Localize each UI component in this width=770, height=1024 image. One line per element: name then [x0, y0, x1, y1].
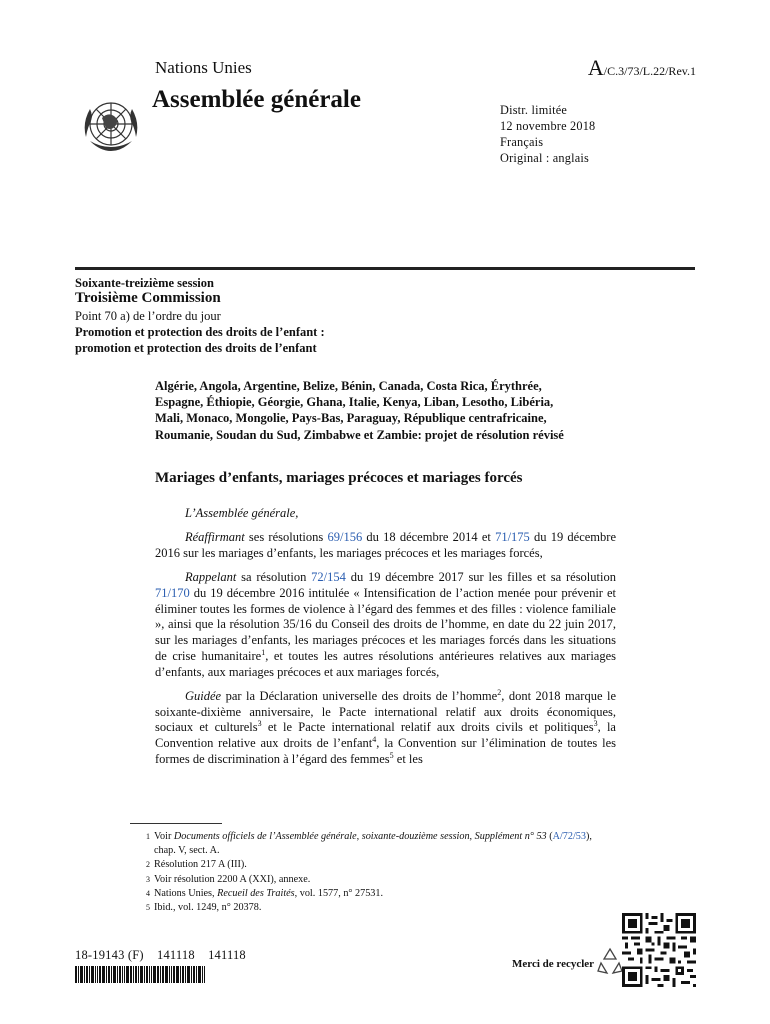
footnote-number: 2 — [146, 860, 150, 870]
text-span: Nations Unies, — [154, 887, 218, 899]
text-span: ses résolutions — [244, 530, 328, 545]
body-title: Assemblée générale — [152, 86, 361, 113]
resolution-text — [155, 506, 616, 776]
text-span: du 18 décembre 2014 et — [362, 530, 496, 545]
footnote-2 — [130, 858, 610, 872]
resolution-title: Mariages d’enfants, mariages précoces et mariages forcés — [155, 470, 523, 486]
distribution-line: Distr. limitée — [500, 103, 568, 117]
agenda-title-line-1: Promotion et protection des droits de l’enfant : — [75, 325, 325, 339]
document-link-a-72-53[interactable]: A/72/53 — [552, 831, 586, 842]
footnote-text — [154, 830, 610, 858]
paragraph-reaffirming — [155, 530, 616, 562]
footnote-number: 1 — [146, 832, 150, 841]
resolution-link-71-175[interactable]: 71/175 — [495, 530, 530, 545]
recycle-text: Merci de recycler — [512, 958, 595, 970]
paragraph-lead: Rappelant — [185, 569, 237, 584]
footnote-text: Résolution 217 A (III). — [154, 859, 247, 871]
text-span: , et toutes les autres résolutions antérieures relatives aux mariages d’enfants, aux mariages précoces et aux mariages forcés, — [155, 648, 616, 679]
text-span: ), chap. V, sect. A. — [154, 831, 592, 857]
text-span: , la Convention relative aux droits de l’enfant — [155, 720, 616, 751]
symbol-prefix: A — [587, 55, 604, 80]
footnote-ref: 5 — [389, 750, 394, 760]
text-span: et les — [393, 752, 423, 767]
footnote-ref: 2 — [497, 687, 502, 697]
resolution-link-69-156[interactable]: 69/156 — [327, 530, 363, 545]
paragraph-lead: Réaffirmant — [185, 530, 245, 545]
commission-name: Troisième Commission — [75, 290, 221, 306]
footnote-number: 4 — [146, 888, 150, 898]
footnote-ref: 3 — [593, 719, 598, 729]
footnote-1 — [130, 830, 610, 858]
text-span: du 19 décembre 2017 sur les filles et sa résolution — [345, 569, 616, 584]
text-span: du 19 décembre 2016 sur les mariages d’enfants, les mariages précoces et les mariages forcés, — [155, 530, 616, 560]
recycle-icon — [596, 946, 624, 974]
distribution-block — [500, 102, 595, 166]
barcode-icon — [75, 966, 205, 983]
text-span: par la Déclaration universelle des droits de l’homme — [221, 688, 498, 703]
opening-phrase: L’Assemblée générale, — [185, 506, 299, 520]
footnote-ref: 3 — [257, 719, 262, 729]
footnote-number: 5 — [146, 903, 150, 913]
header-rule — [75, 267, 695, 270]
footnote-rule — [130, 823, 222, 824]
text-span: , dont 2018 marque le soixante-dixième anniversaire, le Pacte international relatif aux droits économiques, sociaux et culturels — [155, 688, 617, 735]
text-span: , la Convention sur l’élimination de toutes les formes de discrimination à l’égard des femmes — [155, 736, 616, 767]
symbol-rest: /C.3/73/L.22/Rev.1 — [603, 64, 696, 78]
text-span: Documents officiels de l’Assemblée générale, soixante-douzième session, Supplément n° 53 — [173, 831, 547, 842]
distribution-date: 12 novembre 2018 — [500, 119, 596, 133]
text-span: du 19 décembre 2016 intitulée « Intensification de l’action menée pour prévenir et éliminer toutes les formes de violence à l’égard des femmes et des filles : violence familiale », ainsi que la résolution 35/16 du Conseil des droits de l’homme, en date du 22 juin 2017, sur les mariages d’enfants, les mariages précoces et les mariages forcés dans les situations de crise humanitaire — [155, 585, 616, 663]
text-span: sa résolution — [236, 569, 312, 584]
qr-code-icon — [622, 913, 696, 987]
footnote-number: 3 — [146, 874, 150, 884]
paragraph-guided — [155, 689, 616, 768]
org-name: Nations Unies — [155, 58, 252, 77]
agenda-title-line-2: promotion et protection des droits de l’enfant — [75, 340, 317, 355]
footnote-3 — [130, 873, 610, 887]
un-emblem-icon — [80, 93, 142, 155]
session-label: Soixante-treizième session — [75, 276, 214, 290]
paragraph-lead: Guidée — [185, 688, 222, 703]
footnote-text: Ibid., vol. 1249, n° 20378. — [154, 902, 262, 914]
footnote-4 — [130, 887, 610, 901]
paragraph-recalling — [155, 570, 616, 681]
sponsors-list: Algérie, Angola, Argentine, Belize, Bénin, Canada, Costa Rica, Érythrée, Espagne, Éthiopie, Géorgie, Ghana, Italie, Kenya, Liban, Lesotho, Libéria, Mali, Monaco, Mongolie, Pays-Bas, Paraguay, République centrafricaine, Roumanie, Soudan du Sud, Zimbabwe et Zambie: projet de résolution révisé — [155, 379, 564, 442]
footnotes — [130, 830, 610, 915]
text-span: , vol. 1577, n° 27531. — [294, 887, 384, 899]
agenda-item-title — [75, 325, 405, 356]
agenda-item: Point 70 a) de l’ordre du jour — [75, 309, 221, 323]
text-span: Voir — [154, 831, 174, 842]
distribution-original: Original : anglais — [500, 151, 589, 165]
text-span: Recueil des Traités — [217, 887, 295, 899]
footnote-5 — [130, 901, 610, 915]
footnote-ref: 1 — [261, 647, 266, 657]
footnote-ref: 4 — [372, 735, 377, 745]
text-span: ( — [546, 831, 553, 842]
job-number: 18-19143 (F) 141118 141118 — [75, 948, 246, 962]
text-span: et le Pacte international relatif aux droits civils et politiques — [261, 720, 594, 735]
resolution-link-71-170[interactable]: 71/170 — [155, 585, 190, 600]
document-symbol — [588, 55, 696, 81]
distribution-language: Français — [500, 135, 544, 149]
footnote-text — [154, 887, 610, 901]
footnote-text: Voir résolution 2200 A (XXI), annexe. — [154, 873, 311, 885]
resolution-link-72-154[interactable]: 72/154 — [311, 569, 346, 584]
